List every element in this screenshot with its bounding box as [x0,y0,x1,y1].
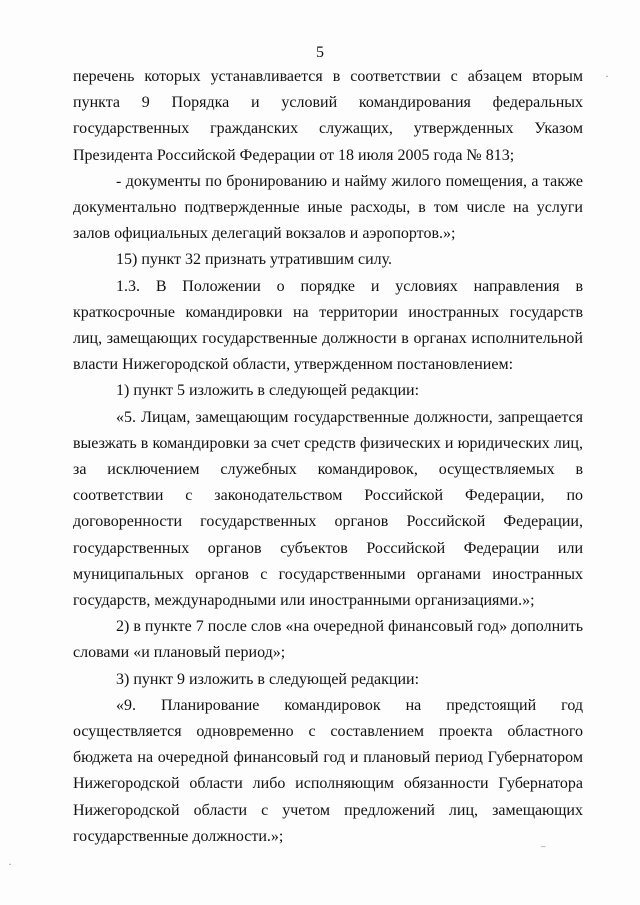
document-body [73,64,583,850]
page-number: 5 [316,44,324,61]
paragraph-item-2: 2) в пункте 7 после слов «на очередной финансовый год» дополнить словами «и плановый период»; [73,618,583,662]
paragraph-list-continuation: перечень которых устанавливается в соответствии с абзацем вторым пункта 9 Порядка и условий командирования федеральных государственных гражданских служащих, утвержденных Указом Президента Российской Федерации от 18 июля 2005 года № 813; [73,68,583,164]
scan-speck-bottom-left: · [8,857,12,871]
paragraph-item-1: 1) пункт 5 изложить в следующей редакции: [116,382,420,400]
scan-speck-top-right: · [605,69,609,83]
paragraph-clause-9: «9. Планирование командировок на предстоящий год осуществляется одновременно с составлением проекта областного бюджета на очередной финансовый год и плановый период Губернатором Нижегородской области либо исполняющим обязанности Губернатора Нижегородской области с учетом предложений лиц, замещающих государственные должности.»; [73,696,583,845]
paragraph-booking-documents: - документы по бронированию и найму жилого помещения, а также документально подтвержденные иные расходы, в том числе на услуги залов официальных делегаций вокзалов и аэропортов.»; [73,172,583,243]
paragraph-item-15: 15) пункт 32 признать утратившим силу. [116,251,393,269]
paragraph-section-1-3: 1.3. В Положении о порядке и условиях направления в краткосрочные командировки на территории иностранных государств лиц, замещающих государственные должности в органах исполнительной власти Нижегородской области, утвержденном постановлением: [73,277,583,374]
paragraph-clause-5: «5. Лицам, замещающим государственные должности, запрещается выезжать в командировки за счет средств физических и юридических лиц, за исключением служебных командировок, осуществляемых в соответствии с законодательством Российской Федерации, по договоренности государственных органов Российской Федерации, государственных органов субъектов Российской Федерации или муниципальных органов с государственными органами иностранных государств, международными или иностранными организациями.»; [73,408,583,610]
paragraph-item-3: 3) пункт 9 изложить в следующей редакции: [116,670,420,688]
scan-speck-bottom-right: ⁻ [540,842,547,856]
